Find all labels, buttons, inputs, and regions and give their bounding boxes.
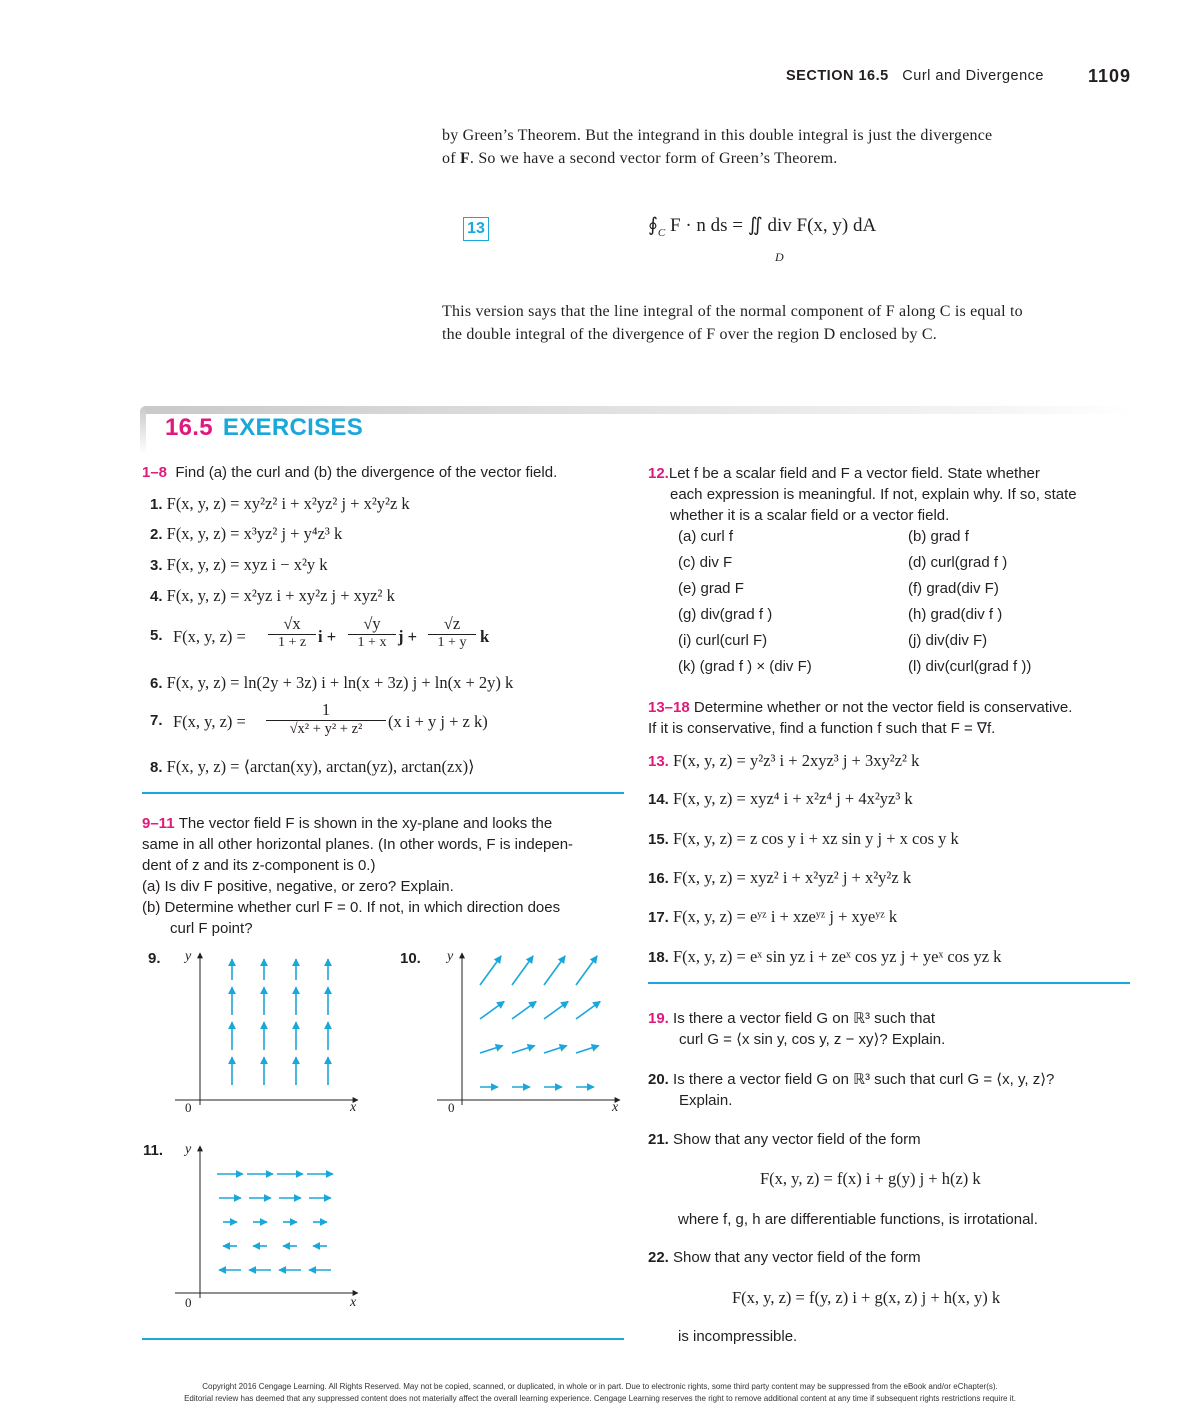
exercises-header-corner bbox=[140, 406, 146, 454]
figure-11-label: 11. bbox=[143, 1142, 164, 1159]
equation-13: $∮_C$ F · n ds = ∬ div F(x, y) dA bbox=[648, 215, 877, 239]
fig10-arrow bbox=[576, 1046, 599, 1053]
intro-paragraph bbox=[442, 124, 1132, 170]
fig11-x-label: x bbox=[350, 1295, 357, 1310]
exercise-22-tail: is incompressible. bbox=[678, 1328, 798, 1345]
intro2-line-2: the double integral of the divergence of F over the region D enclosed by C. bbox=[442, 326, 938, 343]
figure-10-label: 10. bbox=[400, 950, 421, 967]
fig10-arrow bbox=[480, 1046, 503, 1053]
fig9-arrows bbox=[232, 959, 328, 1085]
fig9-origin: 0 bbox=[185, 1100, 192, 1115]
fig11-y-label: y bbox=[185, 1142, 192, 1157]
group-13-18-instructions: 13–18 Determine whether or not the vector field is conservative. If it is conservative, find a function f such that F = ∇f. bbox=[648, 699, 1073, 737]
fig11-arrows bbox=[217, 1174, 333, 1270]
figure-11-vector-field bbox=[170, 1138, 370, 1313]
exercise-17: 17. F(x, y, z) = eʸᶻ i + xzeʸᶻ j + xyeʸᶻ k bbox=[648, 907, 898, 926]
exercises-title bbox=[165, 414, 363, 442]
exercise-2: 2. F(x, y, z) = x³yz² j + y⁴z³ k bbox=[150, 524, 343, 543]
fig10-origin: 0 bbox=[448, 1100, 455, 1115]
exercise-4: 4. F(x, y, z) = x²yz i + xy²z j + xyz² k bbox=[150, 586, 395, 605]
exercise-13: 13. F(x, y, z) = y²z³ i + 2xyz³ j + 3xy²z² k bbox=[648, 751, 920, 770]
exercise-15: 15. F(x, y, z) = z cos y i + xz sin y j + x cos y k bbox=[648, 829, 959, 848]
exercises-heading: EXERCISES bbox=[222, 414, 364, 441]
equation-region-d: D bbox=[775, 250, 784, 264]
exercise-3: 3. F(x, y, z) = xyz i − x²y k bbox=[150, 555, 328, 574]
fig10-arrow bbox=[576, 956, 597, 985]
intro-paragraph-2 bbox=[442, 300, 1132, 346]
fig10-arrow bbox=[512, 956, 533, 985]
running-head bbox=[786, 68, 1044, 84]
page-number: 1109 bbox=[1088, 66, 1132, 86]
exercise-20: 20. Is there a vector field G on ℝ³ such that curl G = ⟨x, y, z⟩? Explain. bbox=[648, 1071, 1055, 1109]
exercise-22: 22. Show that any vector field of the form bbox=[648, 1249, 921, 1266]
exercise-19: 19. Is there a vector field G on ℝ³ such that curl G = ⟨x sin y, cos y, z − xy⟩? Explain. bbox=[648, 1010, 946, 1048]
fig10-arrow bbox=[576, 1001, 600, 1019]
fig10-arrow bbox=[544, 1001, 568, 1019]
copyright-line-2: Editorial review has deemed that any suppressed content does not materially affect the overall learning experience. Cengage Learning reserves the right to remove additional content at any time if subsequent rights restrictions require it. bbox=[184, 1394, 1016, 1403]
divider-right-1 bbox=[648, 982, 1130, 984]
group-1-8-instructions: 1–8 Find (a) the curl and (b) the divergence of the vector field. bbox=[142, 464, 558, 481]
exercise-21: 21. Show that any vector field of the form bbox=[648, 1131, 921, 1148]
exercise-12: 12.Let f be a scalar field and F a vector field. State whether each expression is meaningful. If not, explain why. If so, state whether it is a scalar field or a vector field. bbox=[648, 465, 1077, 524]
exercises-header-bar bbox=[140, 406, 1132, 414]
fig11-origin: 0 bbox=[185, 1295, 192, 1310]
equation-number-box: 13 bbox=[463, 217, 489, 241]
divider-left-1 bbox=[142, 792, 624, 794]
contour-integral-sign: ∮ bbox=[648, 215, 658, 236]
exercise-1: 1. F(x, y, z) = xy²z² i + x²yz² j + x²y²z k bbox=[150, 494, 410, 513]
figure-9-label: 9. bbox=[148, 950, 161, 967]
exercise-6: 6. F(x, y, z) = ln(2y + 3z) i + ln(x + 3z) j + ln(x + 2y) k bbox=[150, 673, 514, 692]
copyright-line-1: Copyright 2016 Cengage Learning. All Rights Reserved. May not be copied, scanned, or duplicated, in whole or in part. Due to electronic rights, some third party content may be suppressed from the eBook and/or eChapter(s). bbox=[202, 1382, 998, 1391]
equation-body: F · n ds = ∬ div F(x, y) dA bbox=[665, 215, 877, 236]
intro2-line-1: This version says that the line integral of the normal component of F along C is equal to bbox=[442, 303, 1023, 320]
intro-line-1: by Green’s Theorem. But the integrand in this double integral is just the divergence bbox=[442, 127, 993, 144]
fig10-arrow bbox=[544, 956, 565, 985]
fig10-arrows bbox=[480, 956, 600, 1087]
fig9-x-label: x bbox=[350, 1100, 357, 1115]
fig10-arrow bbox=[480, 1001, 504, 1019]
section-label: SECTION 16.5 bbox=[786, 68, 889, 84]
exercise-18: 18. F(x, y, z) = eˣ sin yz i + zeˣ cos yz j + yeˣ cos yz k bbox=[648, 947, 1002, 966]
fraction-2: √y 1 + x bbox=[348, 614, 396, 651]
fig10-arrow bbox=[544, 1046, 567, 1053]
exercise-12-parts-left: (a) curl f (c) div F (e) grad F (g) div(grad f ) (i) curl(curl F) (k) (grad f ) × (div F) bbox=[678, 528, 812, 675]
fig9-y-label: y bbox=[185, 949, 192, 964]
exercise-21-tail: where f, g, h are differentiable functions, is irrotational. bbox=[678, 1211, 1038, 1228]
exercise-22-equation: F(x, y, z) = f(y, z) i + g(x, z) j + h(x, y) k bbox=[732, 1288, 1001, 1307]
fig10-arrow bbox=[480, 956, 501, 985]
divider-left-2 bbox=[142, 1338, 624, 1340]
group-9-11-instructions: 9–11 The vector field F is shown in the xy-plane and looks the same in all other horizontal planes. (In other words, F is indepen- dent of z and its z-component is 0.) (a) Is div F positive, negative, or zero? Explain. (b) Determine whether curl F = 0. If not, in which direction does curl F point? bbox=[142, 815, 574, 937]
exercise-14: 14. F(x, y, z) = xyz⁴ i + x²z⁴ j + 4x²yz³ k bbox=[648, 789, 913, 808]
fig10-arrow bbox=[512, 1046, 535, 1053]
fig10-x-label: x bbox=[612, 1100, 619, 1115]
fraction-1: √x 1 + z bbox=[268, 614, 316, 651]
figure-10-vector-field bbox=[432, 945, 632, 1120]
intro-line-2: of F. So we have a second vector form of Green’s Theorem. bbox=[442, 150, 838, 167]
fraction-3: √z 1 + y bbox=[428, 614, 476, 651]
fig10-y-label: y bbox=[447, 949, 454, 964]
fraction-7: 1 √x² + y² + z² bbox=[266, 700, 386, 738]
section-title: Curl and Divergence bbox=[902, 68, 1044, 84]
figure-9-vector-field bbox=[170, 945, 370, 1120]
exercise-21-equation: F(x, y, z) = f(x) i + g(y) j + h(z) k bbox=[760, 1169, 981, 1188]
exercise-12-parts-right: (b) grad f (d) curl(grad f ) (f) grad(div F) (h) grad(div f ) (j) div(div F) (l) div(curl(grad f )) bbox=[908, 528, 1032, 675]
fig10-arrow bbox=[512, 1001, 536, 1019]
exercise-16: 16. F(x, y, z) = xyz² i + x²yz² j + x²y²z k bbox=[648, 868, 912, 887]
exercise-8: 8. F(x, y, z) = ⟨arctan(xy), arctan(yz), arctan(zx)⟩ bbox=[150, 757, 475, 776]
exercises-section-number: 16.5 bbox=[165, 414, 213, 441]
